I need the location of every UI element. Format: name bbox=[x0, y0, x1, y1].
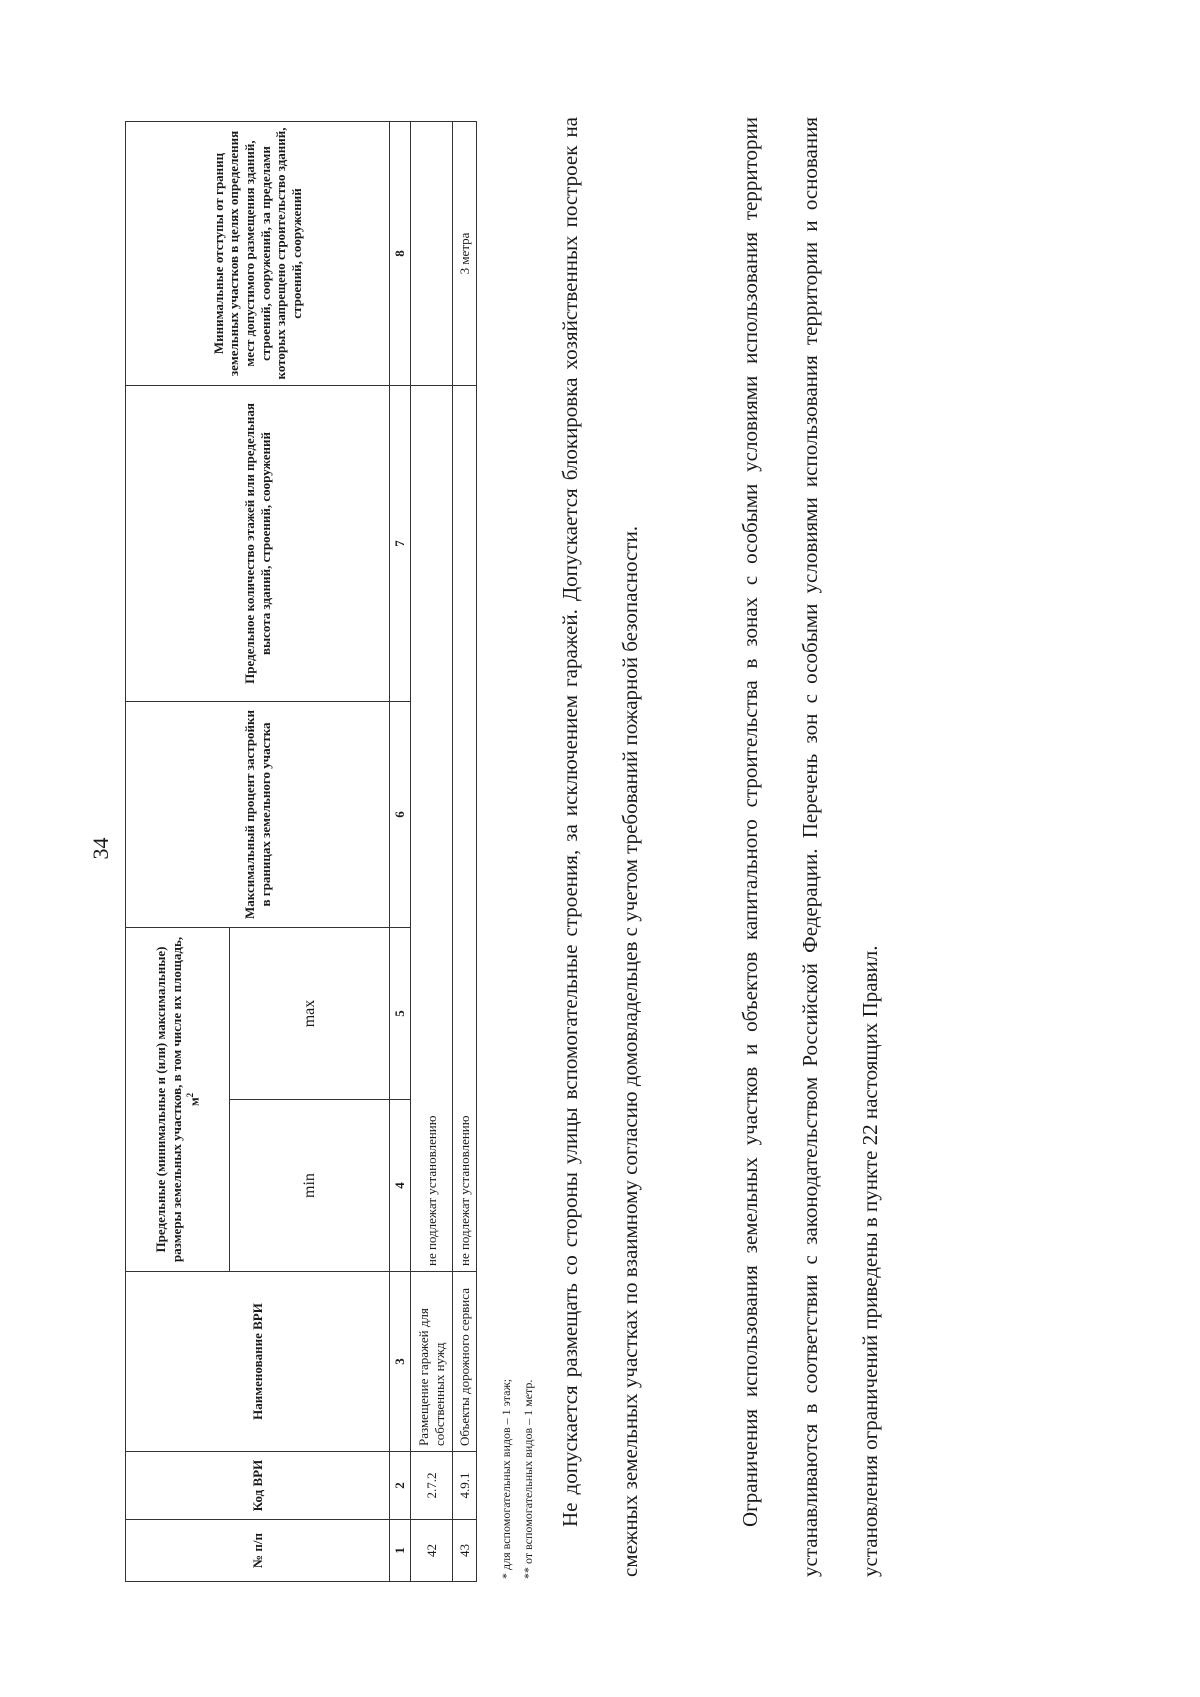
row-name: Размещение гаражей для собственных нужд bbox=[411, 1272, 453, 1452]
header-name: Наименование ВРИ bbox=[126, 1272, 390, 1452]
page-number: 34 bbox=[88, 837, 113, 860]
col-number: 5 bbox=[390, 927, 411, 1099]
footnotes bbox=[495, 1379, 539, 1579]
row-sizes: не подлежат установлению bbox=[411, 385, 453, 1271]
col-number: 3 bbox=[390, 1272, 411, 1452]
header-sizes bbox=[126, 927, 230, 1271]
row-code: 2.7.2 bbox=[411, 1452, 453, 1520]
col-number: 2 bbox=[390, 1452, 411, 1520]
header-num: № п/п bbox=[126, 1520, 390, 1582]
paragraph: Не допускается размещать со стороны улицы вспомогательные строения, за исключением гаражей. Допускается блокировка хозяйственных построек на смежных земельных участках по взаимному согласию домовладельцев с учетом требований пожарной безопасности. bbox=[558, 117, 642, 1577]
row-name: Объекты дорожного сервиса bbox=[453, 1272, 477, 1452]
header-setback: Минимальные отступы от границ земельных участков в целях определения мест допустимого размещения зданий, строений, сооружений, за пределами которых запрещено строительство зданий, строений, сооружений bbox=[126, 121, 390, 385]
header-floors: Предельное количество этажей или предельная высота зданий, строений, сооружений bbox=[126, 385, 390, 701]
footnote: ** от вспомогательных видов – 1 метр. bbox=[521, 1379, 535, 1579]
col-number: 4 bbox=[390, 1100, 411, 1272]
header-percent: Максимальный процент застройки в границах земельного участка bbox=[126, 701, 390, 927]
regulations-table bbox=[125, 121, 477, 1582]
row-setback bbox=[411, 121, 453, 385]
footnote: * для вспомогательных видов – 1 этаж; bbox=[499, 1378, 513, 1579]
row-setback: 3 метра bbox=[453, 121, 477, 385]
paragraph: Ограничения использования земельных участков и объектов капитального строительства в зонах с особыми условиями использования территории устанавливаются в соответствии с законодательством Российской Федерации. Перечень зон с особыми условиями использования территории и основания установления ограничений приведены в пункте 22 настоящих Правил. bbox=[738, 117, 882, 1577]
header-code: Код ВРИ bbox=[126, 1452, 390, 1520]
header-max: max bbox=[230, 927, 390, 1099]
col-number: 7 bbox=[390, 385, 411, 701]
row-num: 43 bbox=[453, 1520, 477, 1582]
row-sizes: не подлежат установлению bbox=[453, 385, 477, 1271]
row-num: 42 bbox=[411, 1520, 453, 1582]
row-code: 4.9.1 bbox=[453, 1452, 477, 1520]
header-sizes-sup: 2 bbox=[184, 1092, 195, 1098]
col-number: 6 bbox=[390, 701, 411, 927]
header-min: min bbox=[230, 1100, 390, 1272]
table-row bbox=[411, 121, 453, 1581]
col-number: 1 bbox=[390, 1520, 411, 1582]
header-sizes-text: Предельные (минимальные и (или) максимальные) размеры земельных участков, в том числе их площадь, м bbox=[153, 936, 201, 1263]
col-number: 8 bbox=[390, 121, 411, 385]
table-row bbox=[453, 121, 477, 1581]
